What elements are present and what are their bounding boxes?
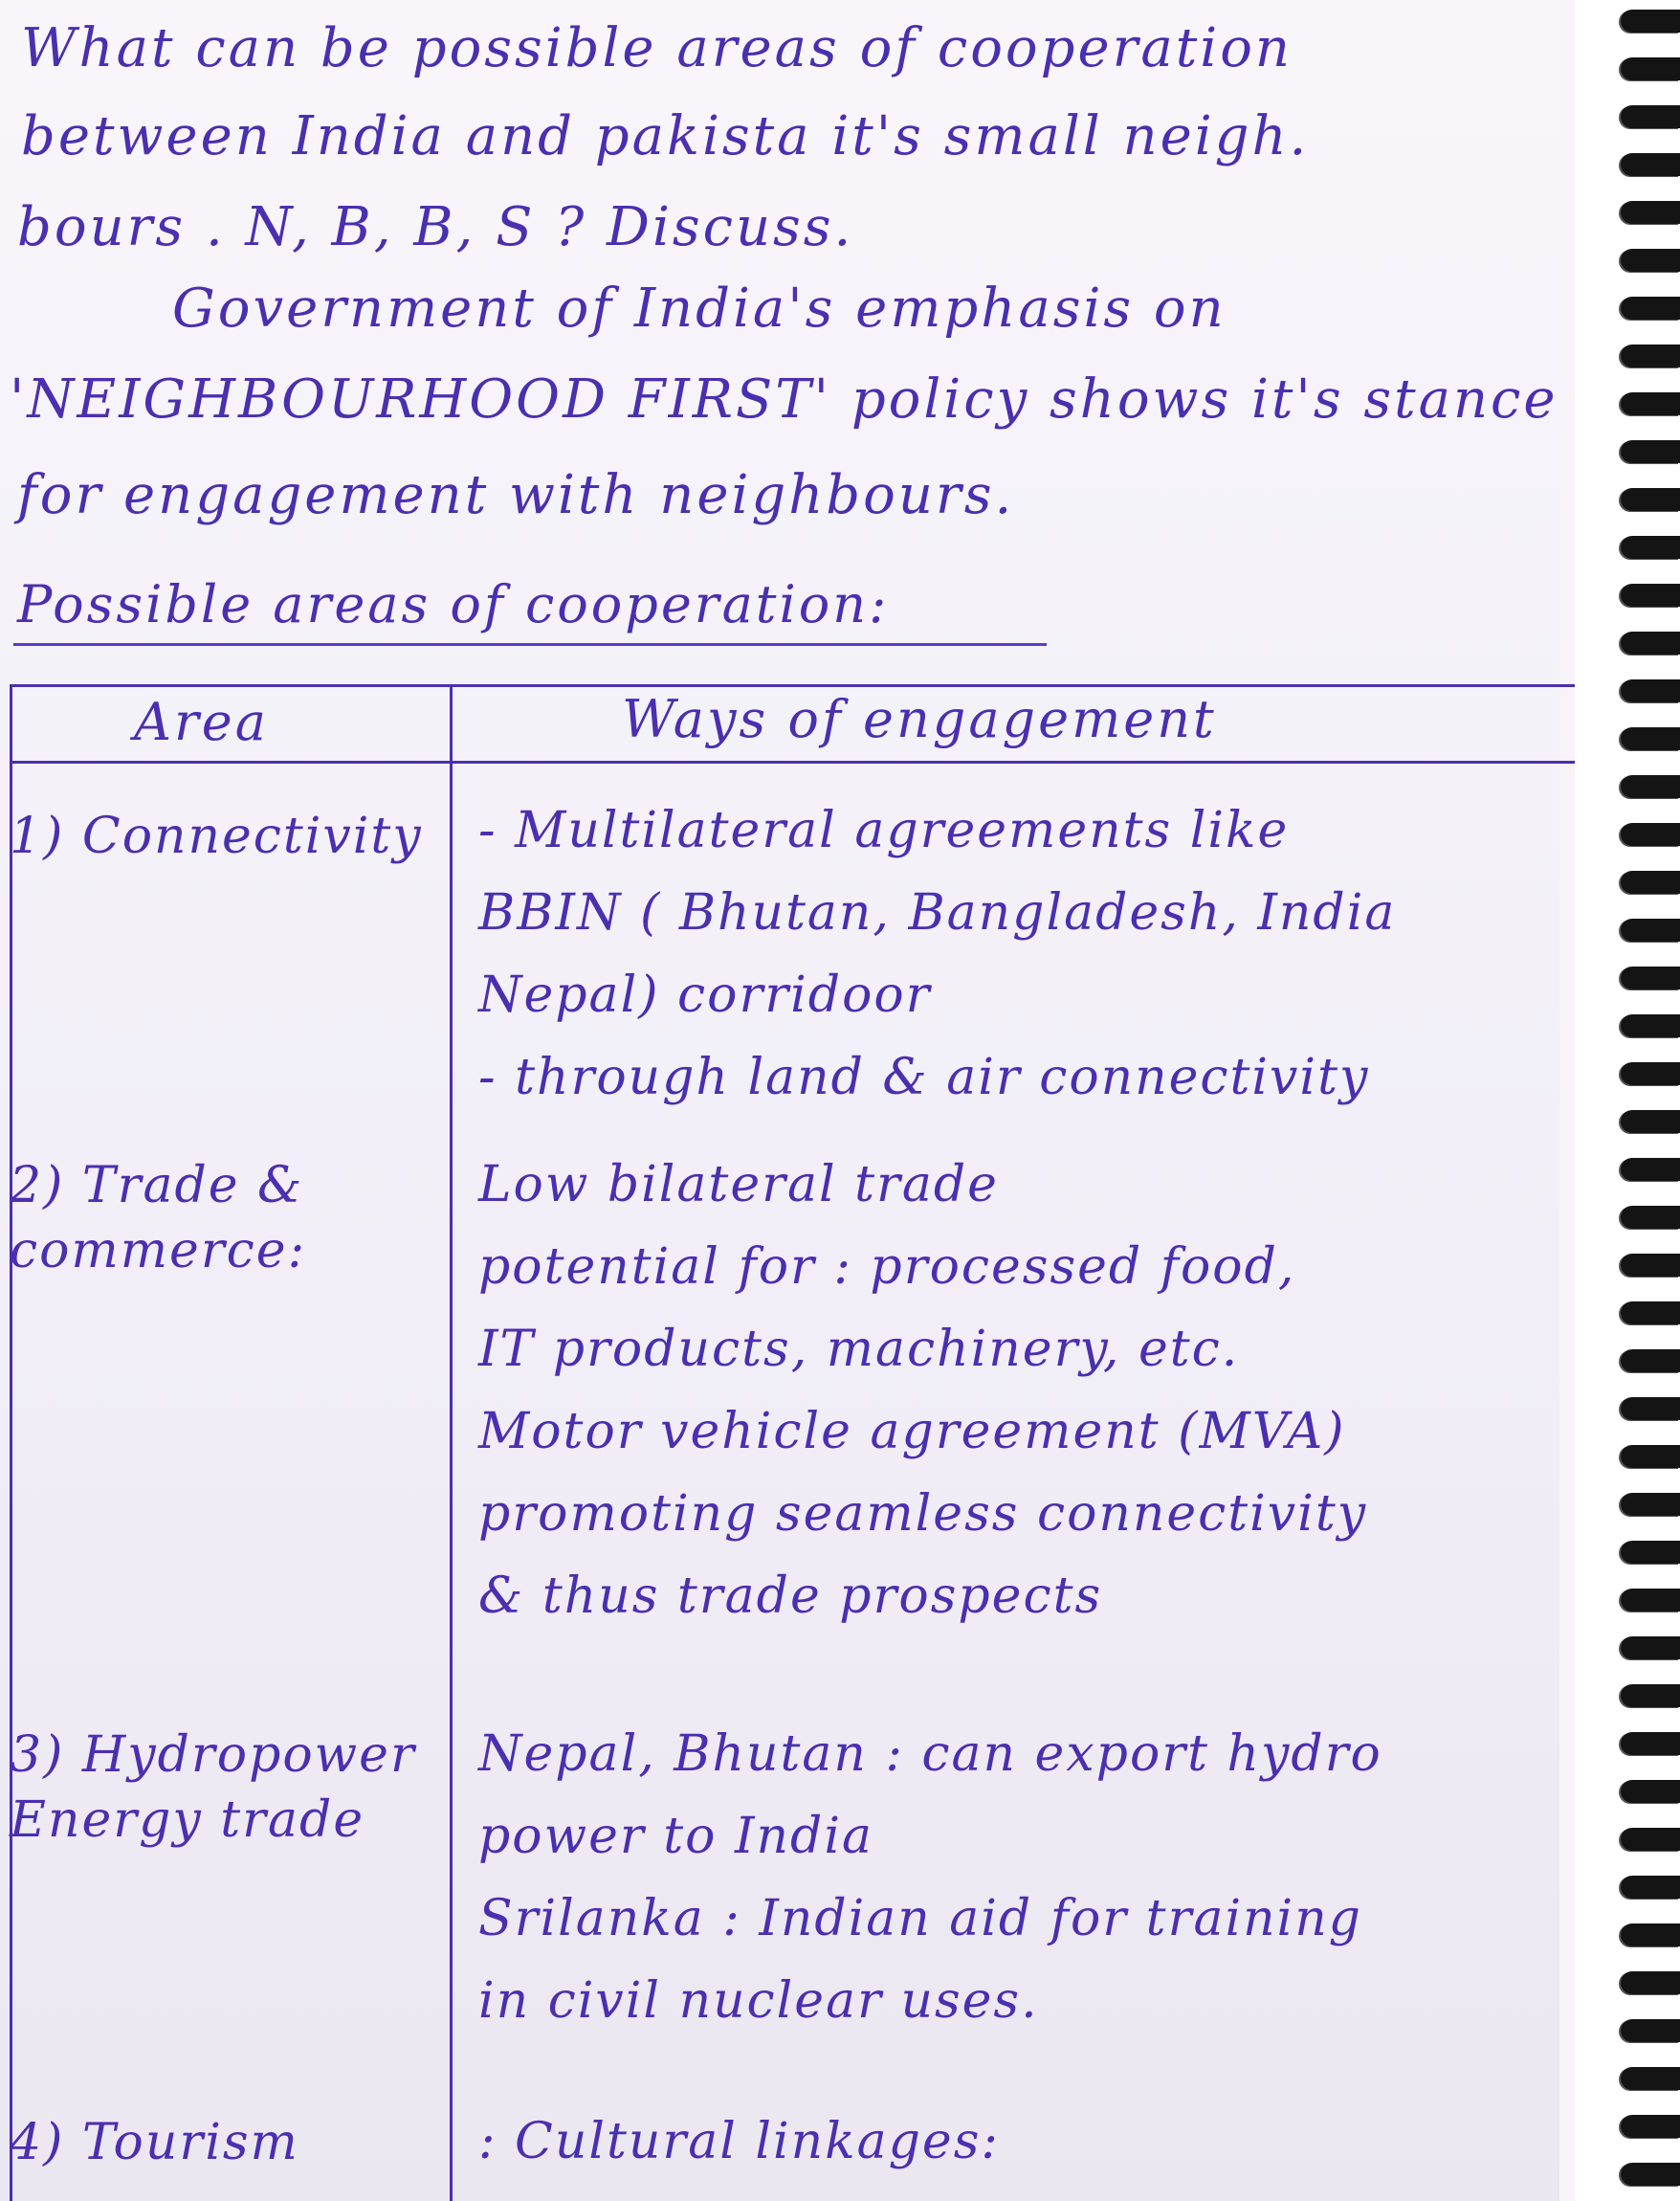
spiral-ring	[1621, 1541, 1680, 1564]
area-cell: 3) Hydropower Energy trade	[10, 1726, 416, 1849]
spiral-ring	[1621, 1349, 1680, 1372]
question-line-3: bours . N, B, B, S ? Discuss.	[17, 196, 854, 258]
spiral-ring	[1621, 105, 1680, 128]
heading-underline	[13, 643, 1047, 646]
header-area: Area	[134, 692, 269, 752]
ways-line: power to India	[478, 1808, 873, 1865]
spiral-ring	[1621, 1254, 1680, 1277]
spiral-ring	[1621, 584, 1680, 607]
spiral-ring	[1621, 249, 1680, 272]
spiral-ring	[1621, 1301, 1680, 1324]
spiral-ring	[1621, 153, 1680, 176]
cooperation-table	[10, 684, 1579, 2201]
header-ways: Ways of engagement	[622, 689, 1217, 749]
spiral-ring	[1621, 871, 1680, 894]
spiral-ring	[1621, 967, 1680, 989]
spiral-ring	[1621, 2115, 1680, 2138]
spiral-ring	[1621, 775, 1680, 798]
spiral-ring	[1621, 1876, 1680, 1899]
spiral-ring	[1621, 1062, 1680, 1085]
ways-line: Nepal, Bhutan : can export hydro	[478, 1725, 1382, 1783]
ways-line: Low bilateral trade	[478, 1156, 999, 1213]
ways-line: & thus trade prospects	[478, 1567, 1103, 1625]
area-cell: 4) Tourism	[10, 2114, 299, 2171]
spiral-ring	[1621, 392, 1680, 415]
ways-line: - through land & air connectivity	[478, 1049, 1370, 1106]
ways-cell	[478, 2101, 1000, 2183]
spiral-ring	[1621, 2019, 1680, 2042]
spiral-ring	[1621, 1923, 1680, 1946]
table-top-border	[10, 684, 1579, 687]
ways-line: Srilanka : Indian aid for training	[478, 1890, 1362, 1947]
spiral-ring	[1621, 2163, 1680, 2186]
ways-cell	[478, 789, 1396, 1119]
area-cell: 1) Connectivity	[10, 808, 423, 865]
spiral-ring	[1621, 727, 1680, 750]
spiral-ring	[1621, 632, 1680, 655]
ways-line: Motor vehicle agreement (MVA)	[478, 1403, 1346, 1460]
ways-line: IT products, machinery, etc.	[478, 1321, 1240, 1378]
spiral-ring	[1621, 823, 1680, 846]
area-cell: 2) Trade & commerce:	[10, 1157, 307, 1279]
table-left-border	[10, 684, 12, 2201]
section-heading: Possible areas of cooperation:	[17, 574, 890, 634]
spiral-ring	[1621, 201, 1680, 224]
ways-cell	[478, 1144, 1367, 1637]
spiral-ring	[1621, 1158, 1680, 1181]
spiral-ring	[1621, 10, 1680, 33]
spiral-ring	[1621, 488, 1680, 511]
table-column-divider	[450, 684, 453, 2201]
ways-line: - Multilateral agreements like	[478, 802, 1290, 859]
ways-cell	[478, 1713, 1382, 2042]
ways-line: promoting seamless connectivity	[478, 1485, 1368, 1543]
spiral-ring	[1621, 919, 1680, 942]
ways-line: BBIN ( Bhutan, Bangladesh, India	[478, 884, 1397, 942]
spiral-ring	[1621, 1014, 1680, 1037]
intro-line-1: Government of India's emphasis on	[172, 278, 1227, 340]
spiral-ring	[1621, 440, 1680, 463]
spiral-ring	[1621, 1732, 1680, 1755]
intro-line-3: for engagement with neighbours.	[17, 464, 1015, 526]
spiral-ring	[1621, 297, 1680, 320]
ways-line: in civil nuclear uses.	[478, 1972, 1039, 2030]
spiral-ring	[1621, 679, 1680, 702]
ways-line: Nepal) corridoor	[478, 967, 932, 1024]
spiral-ring	[1621, 1684, 1680, 1707]
spiral-ring	[1621, 2067, 1680, 2090]
question-line-2: between India and pakista it's small neigh.	[21, 105, 1310, 167]
spiral-ring	[1621, 1110, 1680, 1133]
question-line-1: What can be possible areas of cooperation	[21, 17, 1293, 79]
spiral-ring	[1621, 57, 1680, 80]
spiral-ring	[1621, 1397, 1680, 1420]
table-header-border	[10, 761, 1579, 764]
spiral-ring	[1621, 1445, 1680, 1468]
spiral-ring	[1621, 1828, 1680, 1851]
spiral-ring	[1621, 1971, 1680, 1994]
ways-line: : Cultural linkages:	[478, 2113, 1000, 2170]
spiral-ring	[1621, 1636, 1680, 1659]
spiral-ring	[1621, 1589, 1680, 1612]
spiral-ring	[1621, 536, 1680, 559]
spiral-ring	[1621, 1780, 1680, 1803]
spiral-ring	[1621, 1206, 1680, 1229]
spiral-ring	[1621, 345, 1680, 367]
spiral-ring	[1621, 1493, 1680, 1516]
intro-line-2: 'NEIGHBOURHOOD FIRST' policy shows it's stance	[10, 368, 1558, 431]
ways-line: potential for : processed food,	[478, 1238, 1296, 1296]
spiral-binding	[1575, 0, 1680, 2201]
